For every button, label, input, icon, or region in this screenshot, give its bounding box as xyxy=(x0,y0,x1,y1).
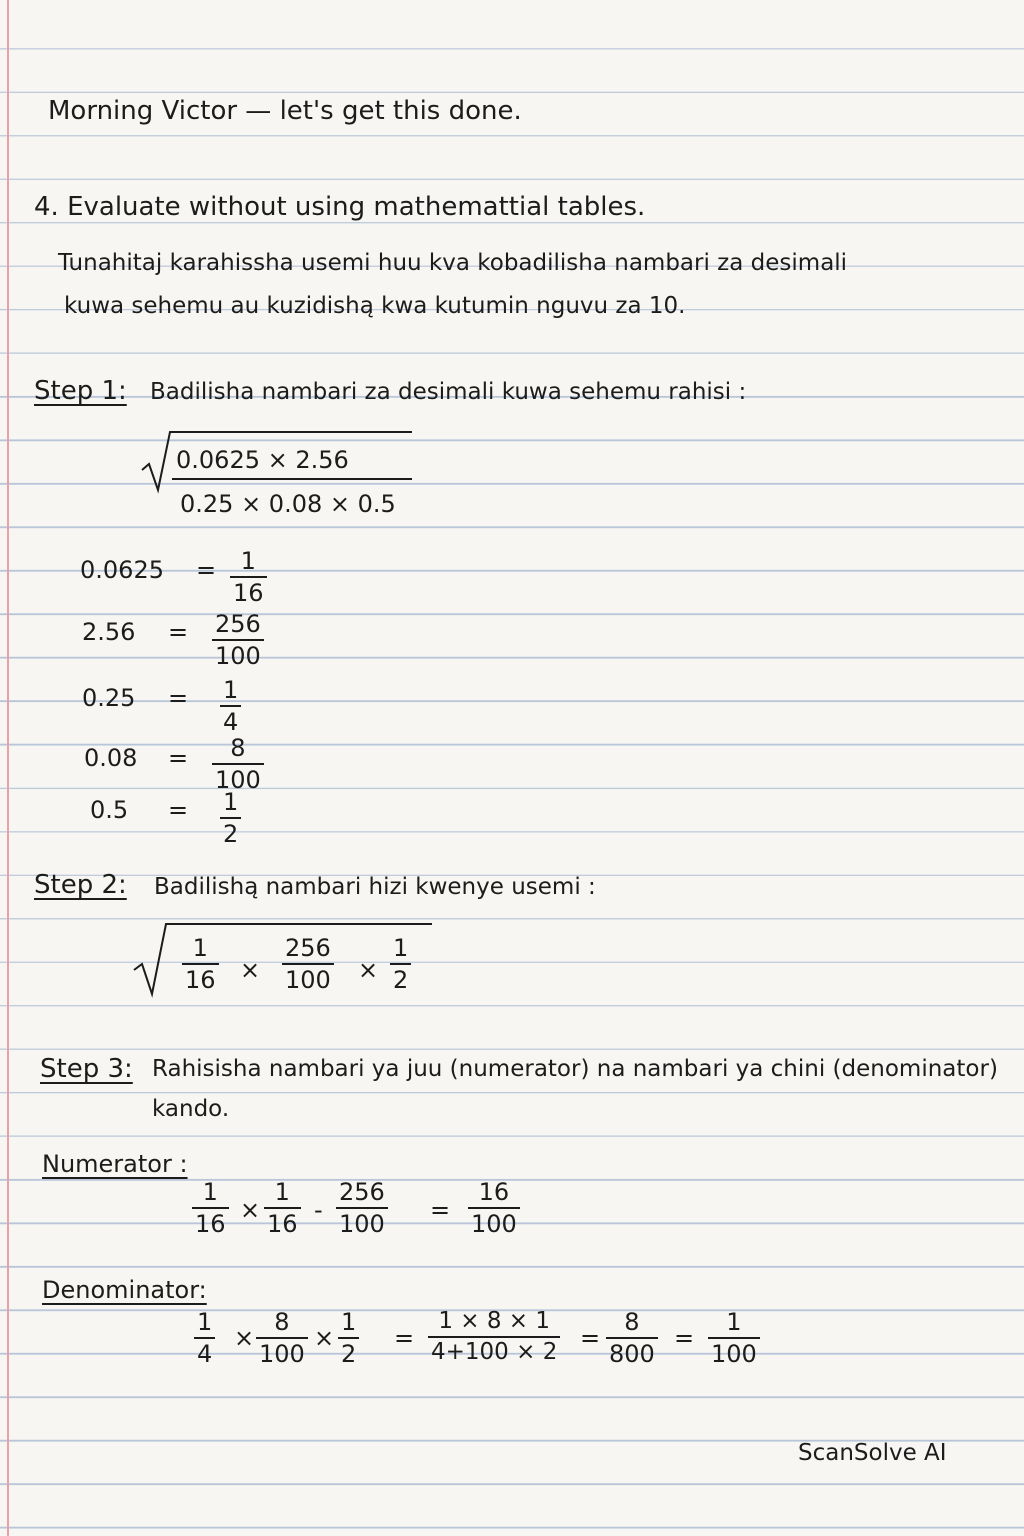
equals-sign: = xyxy=(168,744,189,772)
step3-label: Step 3: xyxy=(40,1054,133,1084)
fraction-denominator: 4 xyxy=(197,1340,213,1368)
fraction-numerator: 1 × 8 × 1 xyxy=(438,1308,551,1334)
step2-fraction xyxy=(282,936,334,992)
step1-expression-numerator: 0.0625 × 2.56 xyxy=(176,446,349,474)
denominator-fraction xyxy=(256,1310,308,1366)
denominator-label: Denominator: xyxy=(42,1276,207,1304)
fraction-denominator: 100 xyxy=(471,1210,517,1238)
equals-sign: = xyxy=(168,684,189,712)
equals-sign: = xyxy=(394,1324,415,1352)
fraction-denominator: 2 xyxy=(393,966,409,994)
equals-sign: = xyxy=(674,1324,695,1352)
fraction-numerator: 256 xyxy=(339,1178,385,1206)
fraction-numerator: 256 xyxy=(285,934,331,962)
conversion-fraction xyxy=(220,790,241,846)
intro-line-2: kuwa sehemu au kuzidishą kwa kutumin nguvu za 10. xyxy=(64,293,686,319)
numerator-fraction xyxy=(192,1180,229,1236)
fraction-numerator: 1 xyxy=(202,1178,218,1206)
fraction-numerator: 256 xyxy=(215,610,261,638)
fraction-numerator: 1 xyxy=(223,676,239,704)
conversion-fraction xyxy=(220,678,241,734)
fraction-denominator: 100 xyxy=(285,966,331,994)
fraction-numerator: 1 xyxy=(726,1308,742,1336)
numerator-result xyxy=(468,1180,520,1236)
denominator-fraction xyxy=(338,1310,359,1366)
fraction-numerator: 8 xyxy=(274,1308,290,1336)
conversion-fraction xyxy=(212,612,264,668)
fraction-bar xyxy=(468,1207,520,1209)
numerator-label: Numerator : xyxy=(42,1150,188,1178)
intro-line-1: Tunahitaj karahissha usemi huu kva kobadilisha nambari za desimali xyxy=(58,250,848,276)
multiply-sign: × xyxy=(240,956,261,984)
conversion-decimal: 0.25 xyxy=(82,684,136,712)
step2-label: Step 2: xyxy=(34,870,127,900)
fraction-denominator: 100 xyxy=(215,766,261,794)
conversion-fraction xyxy=(230,549,267,605)
equals-sign: = xyxy=(196,556,217,584)
fraction-bar xyxy=(230,576,267,578)
fraction-bar xyxy=(212,639,264,641)
equals-sign: = xyxy=(430,1196,451,1224)
fraction-numerator: 1 xyxy=(341,1308,357,1336)
fraction-denominator: 2 xyxy=(341,1340,357,1368)
fraction-denominator: 16 xyxy=(195,1210,226,1238)
fraction-bar xyxy=(606,1337,658,1339)
fraction-numerator: 1 xyxy=(192,934,208,962)
equals-sign: = xyxy=(168,796,189,824)
multiply-sign: × xyxy=(314,1324,335,1352)
step2-fraction xyxy=(182,936,219,992)
multiply-sign: × xyxy=(240,1196,261,1224)
fraction-denominator: 100 xyxy=(215,642,261,670)
fraction-bar xyxy=(282,963,334,965)
multiply-sign: × xyxy=(234,1324,255,1352)
fraction-bar xyxy=(256,1337,308,1339)
fraction-denominator: 4 xyxy=(223,708,239,736)
fraction-denominator: 16 xyxy=(233,579,264,607)
step3-text-line-1: Rahisisha nambari ya juu (numerator) na nambari ya chini (denominator) xyxy=(152,1056,998,1082)
fraction-numerator: 1 xyxy=(223,788,239,816)
conversion-fraction xyxy=(212,736,264,792)
fraction-bar xyxy=(220,705,241,707)
numerator-fraction xyxy=(264,1180,301,1236)
equals-sign: = xyxy=(168,618,189,646)
denominator-result xyxy=(606,1310,658,1366)
fraction-bar xyxy=(192,1207,229,1209)
fraction-bar xyxy=(390,963,411,965)
fraction-bar xyxy=(264,1207,301,1209)
fraction-numerator: 16 xyxy=(478,1178,510,1206)
minus-sign: - xyxy=(314,1196,323,1224)
conversion-decimal: 0.5 xyxy=(90,796,129,824)
fraction-bar xyxy=(708,1337,760,1339)
question-title: 4. Evaluate without using mathemattial tables. xyxy=(34,192,646,222)
fraction-denominator: 100 xyxy=(711,1340,757,1368)
denominator-result xyxy=(708,1310,760,1366)
fraction-bar xyxy=(182,963,219,965)
fraction-denominator: 16 xyxy=(267,1210,298,1238)
fraction-bar xyxy=(336,1207,388,1209)
fraction-denominator: 100 xyxy=(259,1340,305,1368)
fraction-numerator: 8 xyxy=(624,1308,640,1336)
greeting: Morning Victor — let's get this done. xyxy=(48,96,522,126)
fraction-bar xyxy=(220,817,241,819)
fraction-numerator: 8 xyxy=(230,734,246,762)
equals-sign: = xyxy=(580,1324,601,1352)
denominator-fraction xyxy=(194,1310,215,1366)
fraction-denominator: 4+100 × 2 xyxy=(431,1339,558,1365)
denominator-combined xyxy=(428,1310,560,1364)
fraction-denominator: 100 xyxy=(339,1210,385,1238)
step1-expression-denominator: 0.25 × 0.08 × 0.5 xyxy=(180,490,396,518)
fraction-bar xyxy=(212,763,264,765)
fraction-denominator: 2 xyxy=(223,820,239,848)
step3-text-line-2: kando. xyxy=(152,1096,230,1122)
conversion-decimal: 2.56 xyxy=(82,618,136,646)
step2-text: Badilishą nambari hizi kwenye usemi : xyxy=(154,874,596,900)
multiply-sign: × xyxy=(358,956,379,984)
fraction-denominator: 16 xyxy=(185,966,216,994)
fraction-bar xyxy=(194,1337,215,1339)
step1-text: Badilisha nambari za desimali kuwa sehemu rahisi : xyxy=(150,379,747,405)
step1-fraction-bar xyxy=(172,478,412,480)
watermark: ScanSolve AI xyxy=(798,1440,947,1466)
fraction-numerator: 1 xyxy=(240,547,256,575)
conversion-decimal: 0.0625 xyxy=(80,556,164,584)
fraction-denominator: 800 xyxy=(609,1340,655,1368)
margin-line xyxy=(7,0,9,1536)
step2-fraction xyxy=(390,936,411,992)
fraction-bar xyxy=(338,1337,359,1339)
fraction-bar xyxy=(428,1336,560,1338)
numerator-fraction xyxy=(336,1180,388,1236)
conversion-decimal: 0.08 xyxy=(84,744,138,772)
fraction-numerator: 1 xyxy=(393,934,409,962)
fraction-numerator: 1 xyxy=(197,1308,213,1336)
fraction-numerator: 1 xyxy=(274,1178,290,1206)
step1-label: Step 1: xyxy=(34,376,127,406)
